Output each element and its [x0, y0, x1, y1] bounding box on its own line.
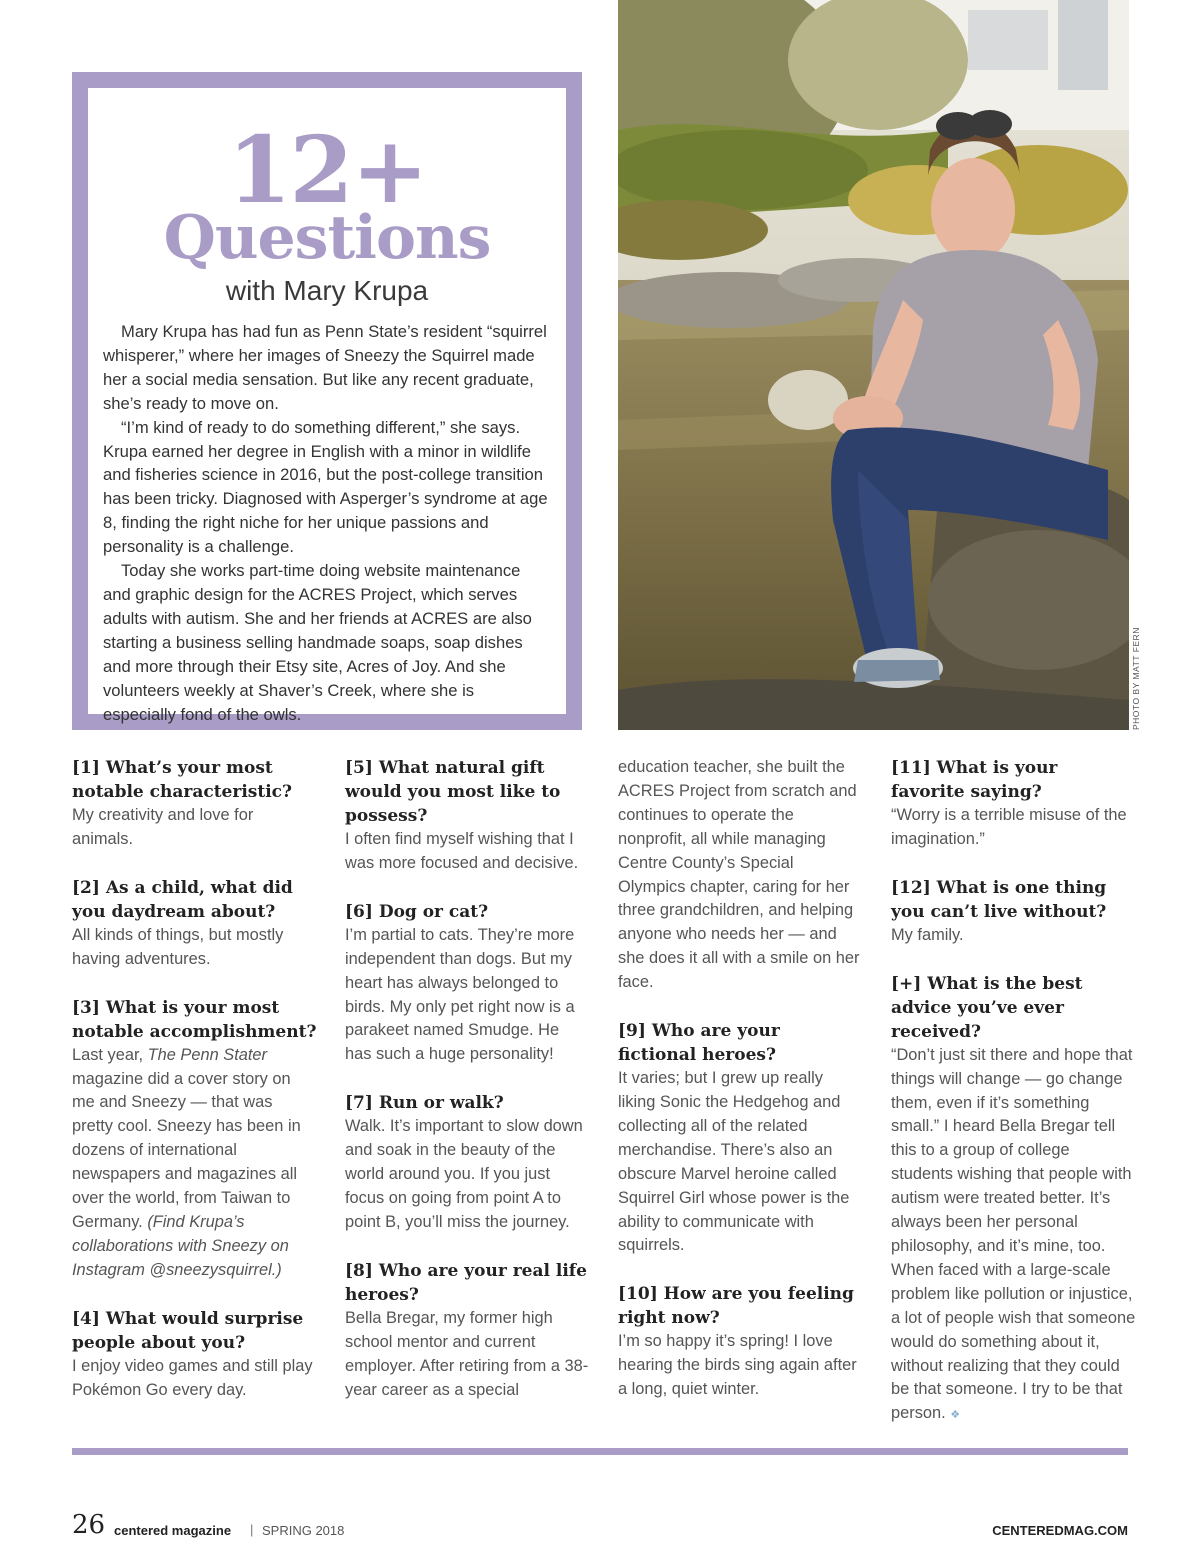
- issue-date: SPRING 2018: [262, 1523, 345, 1538]
- intro-paragraph: Mary Krupa has had fun as Penn State’s resident “squirrel whisperer,” where her images of Sneezy the Squirrel made her a social media sensation. But like any recent graduate, she’s ready to move on.: [103, 322, 547, 413]
- qa-item-12: [891, 876, 1136, 948]
- qa-item-5: [345, 756, 590, 876]
- intro-panel: [88, 88, 566, 724]
- qa-item-7: [345, 1091, 590, 1235]
- question-10: [10] How are you feeling right now?: [618, 1284, 854, 1329]
- headline-number: 12+: [227, 116, 427, 224]
- question-5: [5] What natural gift would you most like to possess?: [345, 758, 561, 826]
- end-mark-icon: ❖: [950, 1409, 961, 1422]
- footer-rule: [72, 1448, 1128, 1455]
- qa-item-11: [891, 756, 1136, 852]
- page-number: 26: [72, 1510, 106, 1540]
- qa-item-4: [72, 1307, 317, 1403]
- instagram-note: (Find Krupa’s collaborations with Sneezy on Instagram @sneezysquirrel.): [72, 1212, 289, 1279]
- qa-item-10: [618, 1282, 863, 1402]
- answer-4: I enjoy video games and still play Pokémon Go every day.: [72, 1356, 313, 1399]
- question-7: [7] Run or walk?: [345, 1093, 504, 1114]
- question-12: [12] What is one thing you can’t live without?: [891, 877, 1107, 922]
- photo-credit: PHOTO BY MATT FERN: [1131, 627, 1141, 730]
- qa-item-1: [72, 756, 317, 852]
- answer-7: Walk. It’s important to slow down and soak in the beauty of the world around you. If you just focus on going from point A to point B, you’ll miss the journey.: [345, 1117, 583, 1231]
- answer-11: “Worry is a terrible misuse of the imagination.”: [891, 806, 1127, 848]
- answer-bonus: [891, 1044, 1136, 1429]
- question-9: [9] Who are your fictional heroes?: [618, 1021, 780, 1066]
- qa-item-6: [345, 900, 590, 1067]
- website-url: CENTEREDMAG.COM: [992, 1523, 1128, 1538]
- question-4: [4] What would surprise people about you?: [72, 1308, 304, 1353]
- magazine-name: centered magazine: [114, 1523, 232, 1538]
- qa-item-9: [618, 1019, 863, 1258]
- headline-word: Questions: [163, 203, 491, 273]
- answer-3-lead: Last year,: [72, 1045, 148, 1064]
- answer-1: My creativity and love for animals.: [72, 806, 254, 848]
- answer-8: Bella Bregar, my former high school mentor and current employer. After retiring from a 38-year career as a special: [345, 1308, 589, 1399]
- answer-8-continued: education teacher, she built the ACRES Project from scratch and continues to operate the nonprofit, all while managing Centre County’s Special Olympics chapter, caring for her three grandchildren, and helping anyone who needs her — and she does it all with a smile on her face.: [618, 758, 860, 992]
- answer-3-body: magazine did a cover story on me and Sneezy — that was pretty cool. Sneezy has been in dozens of international newspapers and magazines all over the world, from Taiwan to Germany.: [72, 1069, 301, 1231]
- question-3: [3] What is your most notable accomplishment?: [72, 997, 317, 1042]
- qa-item-3: [72, 996, 317, 1283]
- question-1: [1] What’s your most notable characteristic?: [72, 758, 292, 802]
- answer-9: It varies; but I grew up really liking Sonic the Hedgehog and collecting all of the related merchandise. There’s also an obscure Marvel heroine called Squirrel Girl whose power is the ability to communicate with squirrels.: [618, 1069, 850, 1255]
- intro-body: [103, 320, 550, 726]
- answer-12: My family.: [891, 925, 964, 944]
- answer-6: I’m partial to cats. They’re more independent than dogs. But my heart has always belonged to birds. My only pet right now is a parakeet named Smudge. He has such a huge personality!: [345, 925, 575, 1064]
- answer-bonus-text: “Don’t just sit there and hope that things will change — go change them, even if it’s something small.” I heard Bella Bregar tell this to a group of college students wishing that people with autism were treated better. It’s always been her personal philosophy, and it’s mine, too. When faced with a large-scale problem like pollution or injustice, a lot of people wish that someone would do something about it, without realizing that they could be that someone. I try to be that person.: [891, 1045, 1136, 1423]
- intro-paragraph: “I’m kind of ready to do something different,” she says. Krupa earned her degree in English with a minor in wildlife and fisheries science in 2016, but the post-college transition has been tricky. Diagnosed with Asperger’s syndrome at age 8, finding the right niche for her unique passions and personality is a challenge.: [103, 417, 548, 557]
- portrait-photo: [618, 0, 1129, 730]
- page-footer: [72, 1508, 1128, 1548]
- qa-item-8: [345, 1259, 590, 1403]
- question-8: [8] Who are your real life heroes?: [345, 1260, 587, 1305]
- qa-item-2: [72, 876, 317, 972]
- qa-column-3: [618, 756, 863, 1426]
- qa-item-bonus: [891, 972, 1136, 1429]
- answer-3: [72, 1044, 317, 1283]
- qa-column-4: [891, 756, 1136, 1452]
- footer-separator: |: [250, 1522, 254, 1537]
- publication-title: The Penn Stater: [147, 1045, 267, 1064]
- qa-item-8-continued: [618, 756, 863, 995]
- answer-5: I often find myself wishing that I was more focused and decisive.: [345, 830, 579, 872]
- qa-column-1: [72, 756, 317, 1427]
- answer-10: I’m so happy it’s spring! I love hearing the birds sing again after a long, quiet winter.: [618, 1332, 857, 1399]
- question-6: [6] Dog or cat?: [345, 901, 489, 922]
- intro-paragraph: Today she works part-time doing website maintenance and graphic design for the ACRES Project, which serves adults with autism. She and her friends at ACRES are also starting a business selling handmade soaps, soap dishes and more through their Etsy site, Acres of Joy. And she volunteers weekly at Shaver’s Creek, where she is especially fond of the owls.: [103, 561, 532, 724]
- question-2: [2] As a child, what did you daydream about?: [72, 877, 293, 922]
- qa-column-2: [345, 756, 590, 1426]
- headline-subtitle: with Mary Krupa: [225, 275, 429, 306]
- question-11: [11] What is your favorite saying?: [891, 758, 1058, 802]
- intro-frame: [72, 72, 582, 730]
- question-bonus: [+] What is the best advice you’ve ever received?: [891, 973, 1083, 1042]
- answer-2: All kinds of things, but mostly having adventures.: [72, 925, 284, 968]
